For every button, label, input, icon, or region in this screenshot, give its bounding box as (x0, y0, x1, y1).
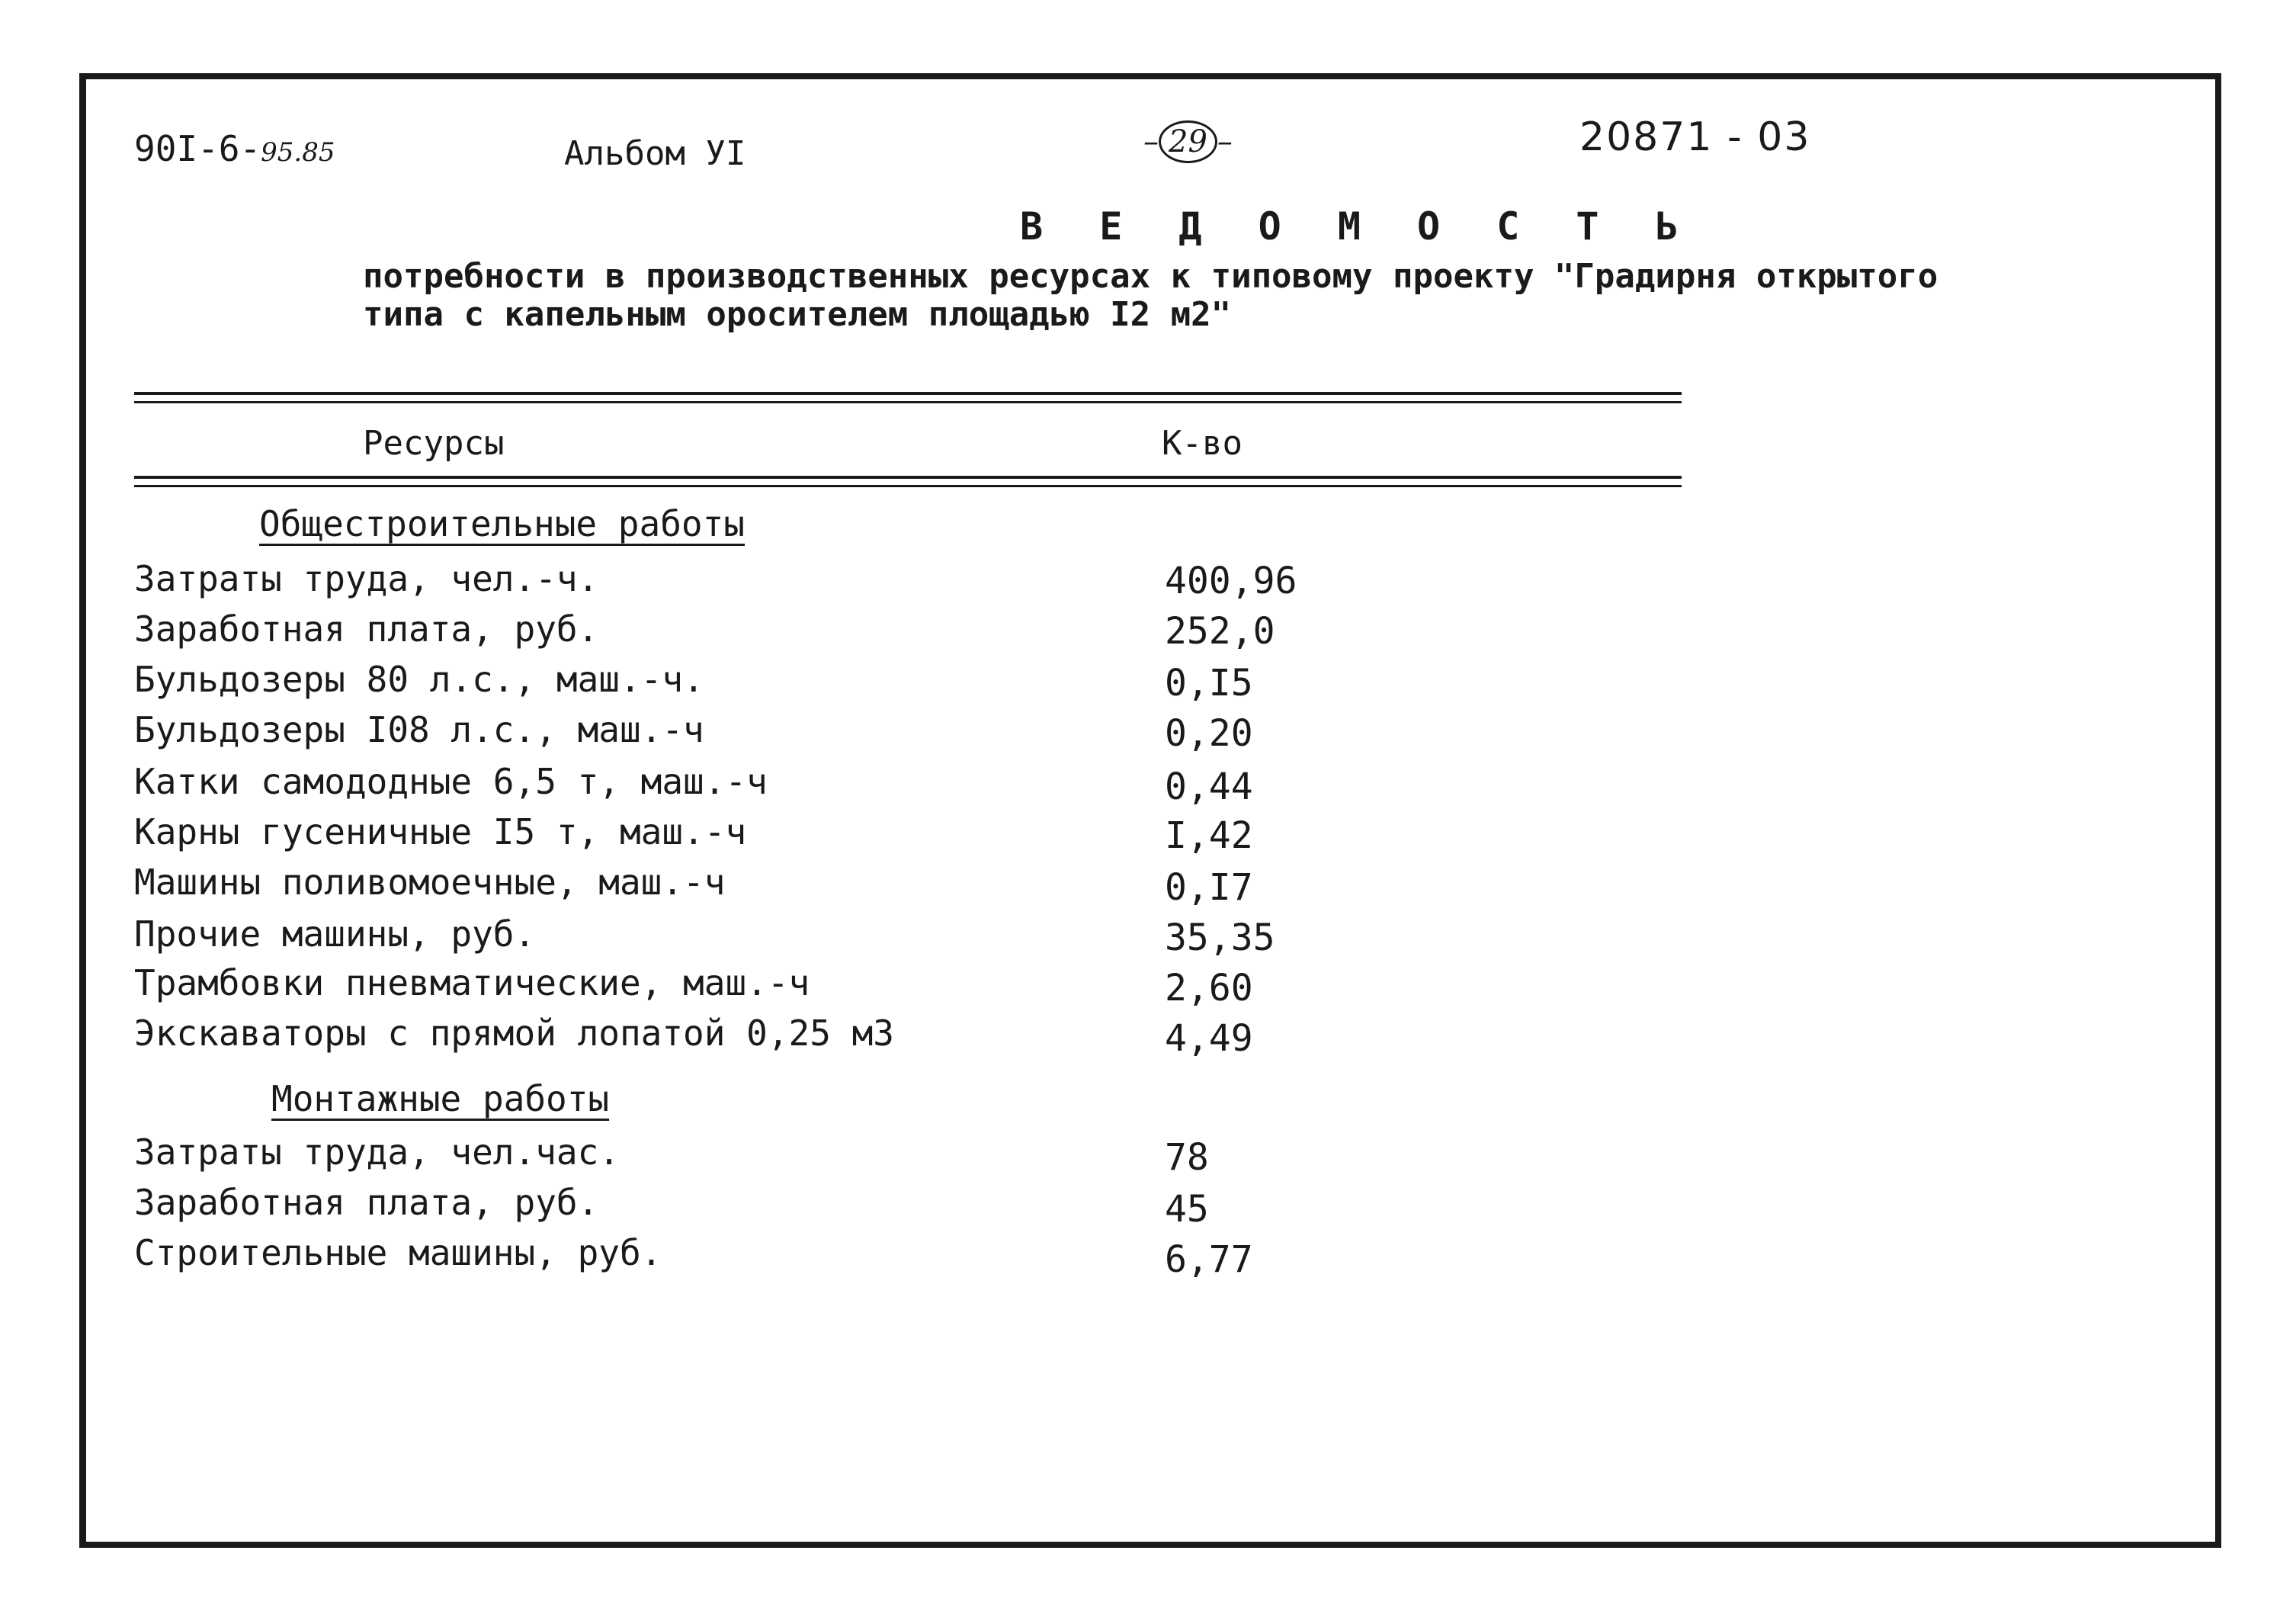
table-row-label: Машины поливомоечные, маш.-ч (134, 862, 726, 903)
section-title-general-construction: Общестроительные работы (259, 503, 745, 544)
table-header-rule (134, 476, 1682, 479)
table-row-value: 45 (1165, 1188, 1209, 1231)
page-number-circle: 29 (1159, 120, 1217, 163)
table-row-value: 0,I7 (1165, 866, 1253, 909)
table-row-value: 4,49 (1165, 1017, 1253, 1060)
table-row-label: Экскаваторы с прямой лопатой 0,25 м3 (134, 1013, 894, 1054)
document-code-printed: 90I-6- (134, 128, 261, 169)
document-code-handwritten: 95.85 (261, 137, 335, 168)
table-row-label: Катки самододные 6,5 т, маш.-ч (134, 761, 768, 802)
table-row-value: 2,60 (1165, 967, 1253, 1010)
table-row-value: I,42 (1165, 814, 1253, 857)
table-row-value: 78 (1165, 1136, 1209, 1179)
table-row-label: Строительные машины, руб. (134, 1232, 662, 1273)
column-header-resources: Ресурсы (363, 424, 505, 463)
subtitle-line-1: потребности в производственных ресурсах к типовому проекту "Градирня открытого (363, 257, 1938, 296)
document-code (134, 128, 335, 169)
table-row-value: 0,44 (1165, 766, 1253, 808)
album-label: Альбом УI (564, 134, 746, 173)
table-row-value: 252,0 (1165, 610, 1275, 653)
table-header-rule-2 (134, 485, 1682, 487)
table-row-label: Бульдозеры I08 л.с., маш.-ч (134, 709, 704, 750)
table-row-value: 400,96 (1165, 560, 1297, 602)
table-row-value: 6,77 (1165, 1238, 1253, 1281)
table-row-label: Затраты труда, чел.-ч. (134, 558, 599, 599)
table-top-rule-2 (134, 401, 1682, 403)
table-row-label: Карны гусеничные I5 т, маш.-ч (134, 811, 747, 852)
table-row-label: Затраты труда, чел.час. (134, 1131, 620, 1173)
table-row-value: 0,I5 (1165, 662, 1253, 705)
document-subtitle (363, 258, 1938, 334)
column-header-quantity: К-во (1162, 424, 1243, 463)
table-row-label: Заработная плата, руб. (134, 1182, 599, 1223)
table-top-rule (134, 392, 1682, 395)
table-row-label: Трамбовки пневматические, маш.-ч (134, 962, 810, 1003)
table-row-value: 35,35 (1165, 916, 1275, 959)
document-title: В Е Д О М О С Т Ь (1020, 204, 1695, 249)
page-number: – 29 – (1143, 120, 1233, 163)
table-row-value: 0,20 (1165, 712, 1253, 755)
subtitle-line-2: типа с капельным оросителем площадью I2 м2" (363, 295, 1232, 334)
table-row-label: Бульдозеры 80 л.с., маш.-ч. (134, 659, 704, 700)
section-title-installation: Монтажные работы (271, 1078, 610, 1119)
table-row-label: Прочие машины, руб. (134, 913, 536, 955)
table-row-label: Заработная плата, руб. (134, 608, 599, 650)
sheet-number: 20871 - 03 (1579, 114, 1811, 160)
